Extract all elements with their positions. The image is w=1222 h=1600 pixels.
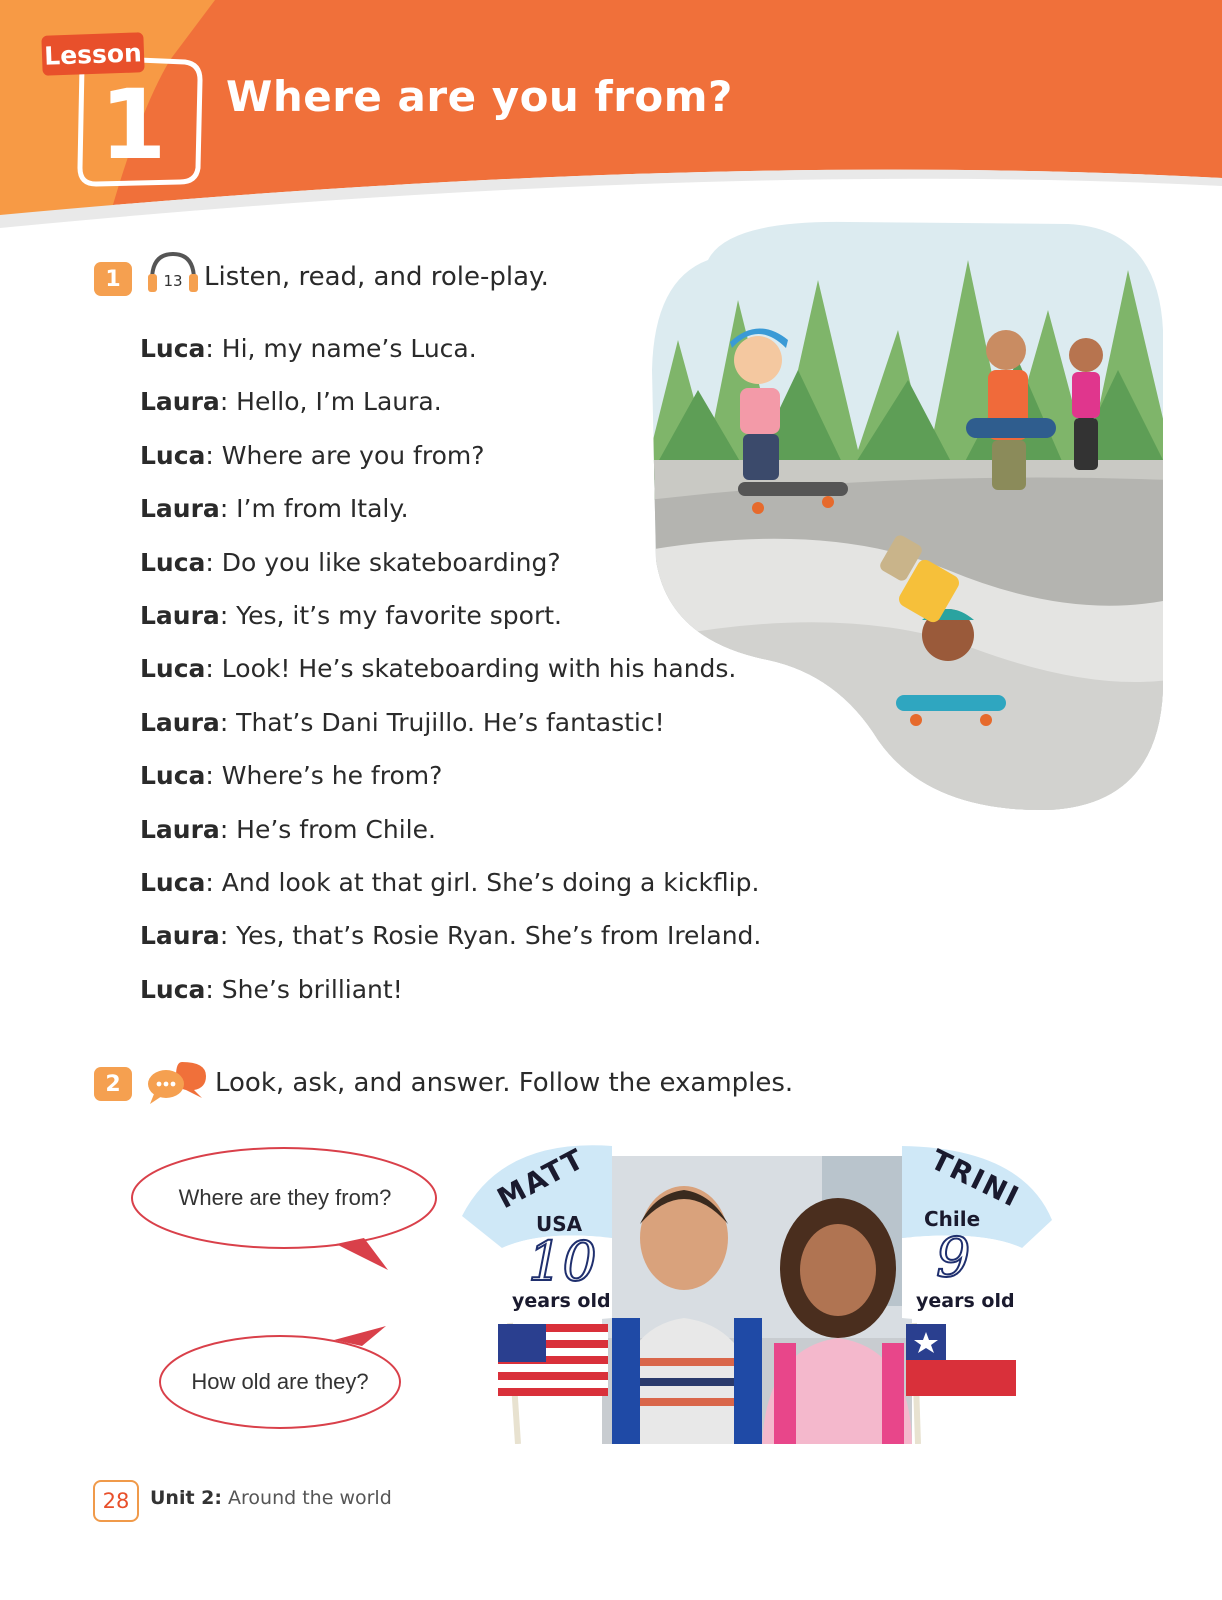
- speaker: Luca: [140, 547, 206, 577]
- activity-1-number: 1: [94, 262, 132, 296]
- line-text: : He’s from Chile.: [219, 814, 436, 844]
- line-text: : She’s brilliant!: [205, 974, 403, 1004]
- speaker: Luca: [140, 654, 206, 684]
- kid-age-unit-matt: years old: [512, 1290, 611, 1312]
- speaker: Laura: [140, 814, 220, 844]
- kid-name-matt: MATT: [491, 1141, 591, 1216]
- activity-1-instruction: Listen, read, and role-play.: [204, 262, 549, 292]
- unit-title: Around the world: [228, 1487, 392, 1509]
- skatepark-illustration: [648, 220, 1168, 812]
- line-text: : Yes, that’s Rosie Ryan. She’s from Ireland.: [219, 921, 762, 951]
- dialogue-line: [140, 914, 761, 967]
- line-text: : Yes, it’s my favorite sport.: [219, 600, 562, 630]
- line-text: : Look! He’s skateboarding with his hands.: [205, 654, 737, 684]
- line-text: : Where’s he from?: [205, 761, 443, 791]
- speaker: Laura: [140, 387, 220, 417]
- speaker: Laura: [140, 600, 220, 630]
- kid-age-matt: 10: [528, 1230, 597, 1293]
- speaker: Laura: [140, 707, 220, 737]
- speaker: Luca: [140, 974, 206, 1004]
- speech-bubble-question-1: Where are they from?: [178, 1185, 392, 1210]
- kid-age-trini: 9: [936, 1226, 971, 1289]
- lesson-number: 1: [99, 69, 167, 181]
- line-text: : Hi, my name’s Luca.: [205, 334, 477, 363]
- line-text: : Where are you from?: [205, 440, 485, 470]
- lesson-label: Lesson: [41, 32, 144, 76]
- kid-name-trini: TRINI: [925, 1142, 1026, 1215]
- dialogue-line: [140, 861, 761, 914]
- line-text: : And look at that girl. She’s doing a kickflip.: [205, 867, 760, 897]
- footer-unit: [150, 1487, 392, 1509]
- speaker: Luca: [140, 867, 206, 897]
- line-text: : Hello, I’m Laura.: [219, 387, 442, 417]
- page-title: Where are you from?: [226, 72, 733, 121]
- speaker: Luca: [140, 334, 206, 363]
- speaker: Laura: [140, 921, 220, 951]
- speech-bubble-question-2: How old are they?: [191, 1369, 369, 1394]
- line-text: : That’s Dani Trujillo. He’s fantastic!: [219, 707, 665, 737]
- audio-track-number: 13: [163, 272, 183, 290]
- kid-country-matt: USA: [536, 1212, 583, 1236]
- dialogue-line: [140, 968, 761, 1021]
- unit-label: Unit 2:: [150, 1487, 222, 1509]
- kid-age-unit-trini: years old: [916, 1290, 1015, 1312]
- line-text: : Do you like skateboarding?: [205, 547, 561, 577]
- page-number: 28: [93, 1480, 139, 1522]
- dialogue-line: [140, 808, 761, 861]
- speaker: Luca: [140, 761, 206, 791]
- activity-2-number: 2: [94, 1067, 132, 1101]
- speaker: Luca: [140, 440, 206, 470]
- activity-2-instruction: Look, ask, and answer. Follow the examples.: [215, 1068, 794, 1098]
- speaker: Laura: [140, 494, 220, 524]
- kid-country-trini: Chile: [924, 1207, 981, 1231]
- speech-bubbles-icon: [146, 1058, 210, 1106]
- line-text: : I’m from Italy.: [219, 494, 409, 524]
